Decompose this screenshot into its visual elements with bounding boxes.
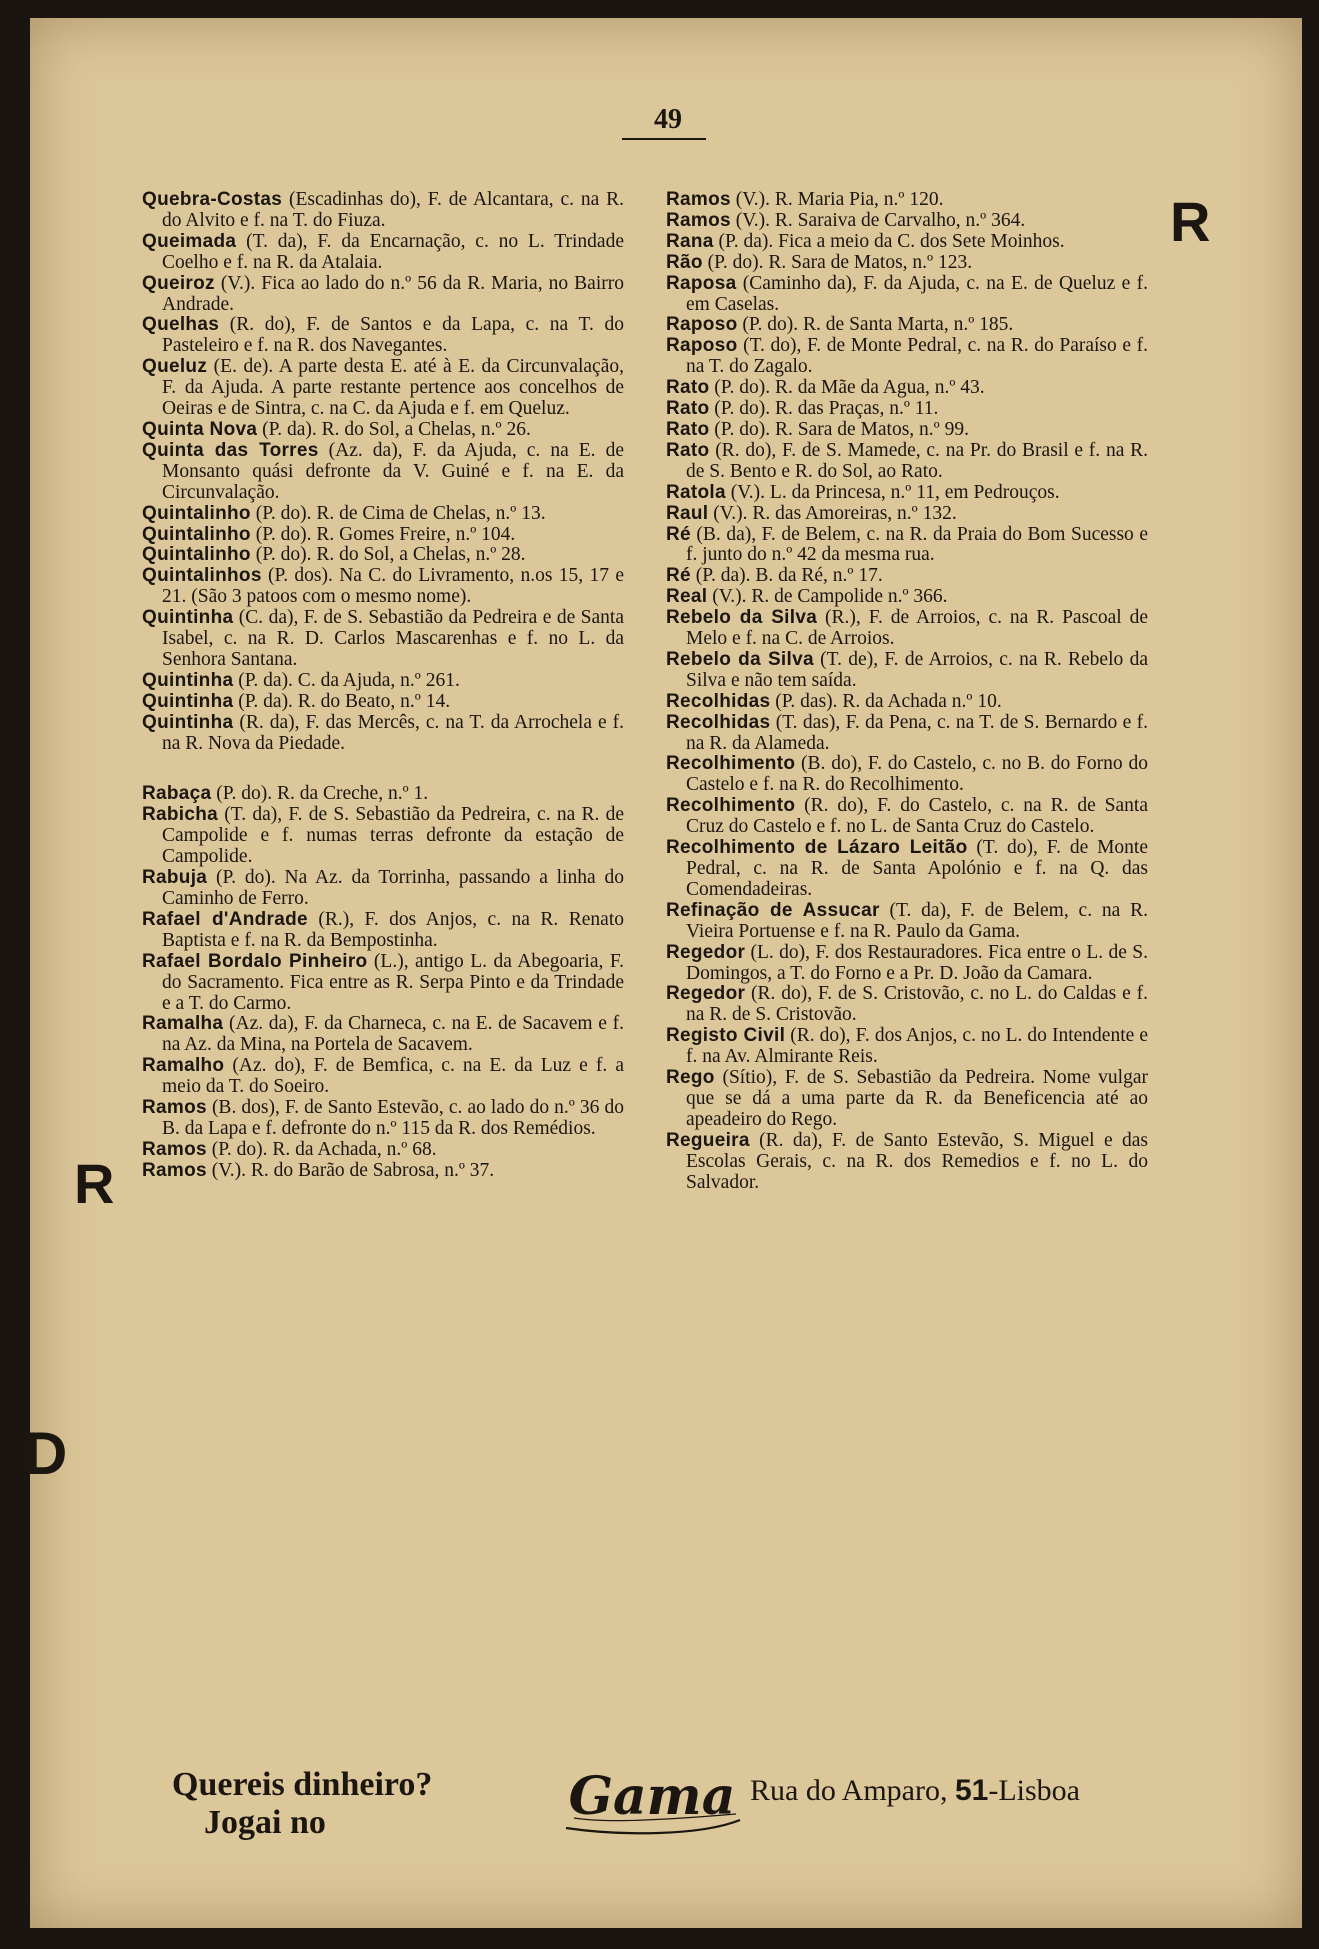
street-description: (B. do), F. do Castelo, c. no B. do Forno do Castelo e f. na R. do Recolhimento. (686, 753, 1148, 796)
street-description: (V.). L. da Princesa, n.º 11, em Pedrouços. (725, 481, 1060, 503)
street-entry (666, 399, 1148, 420)
street-description: (E. de). A parte desta E. até à E. da Circunvalação, F. da Ajuda. A parte restante pertence aos concelhos de Oeiras e de Sintra, c. na C. da Ajuda e f. em Queluz. (162, 356, 624, 420)
street-entry (142, 190, 624, 232)
street-entry (142, 1014, 624, 1056)
street-entry (666, 650, 1148, 692)
street-description: (R.), F. dos Anjos, c. na R. Renato Baptista e f. na R. da Bempostinha. (162, 908, 624, 951)
street-name: Quintinha (142, 607, 234, 629)
street-description: (P. do). R. Sara de Matos, n.º 99. (709, 418, 969, 440)
street-entry (666, 1068, 1148, 1131)
directory-page (24, 18, 1302, 1928)
street-description: (T. da), F. de S. Sebastião da Pedreira, c. na R. de Campolide e f. numas terras defronte da estação de Campolide. (162, 804, 624, 868)
street-name: Quintalinho (142, 523, 251, 545)
street-name: Recolhidas (666, 690, 771, 712)
street-name: Quintalinhos (142, 565, 262, 587)
street-entry (666, 232, 1148, 253)
advertisement (140, 1758, 1200, 1841)
street-name: Ramos (142, 1097, 207, 1119)
advert-address-prefix: Rua do Amparo, (750, 1774, 955, 1807)
street-name: Quintinha (142, 711, 234, 733)
street-description: (V.). Fica ao lado do n.º 56 da R. Maria, no Bairro Andrade. (162, 272, 624, 315)
street-name: Rafael Bordalo Pinheiro (142, 950, 368, 972)
street-name: Raposo (666, 335, 738, 357)
advert-address-suffix: -Lisboa (988, 1774, 1080, 1807)
street-name: Raposa (666, 272, 737, 294)
street-description: (P. do). R. da Creche, n.º 1. (211, 783, 429, 805)
street-entry (666, 1026, 1148, 1068)
street-description: (Az. do), F. de Bemfica, c. na E. da Luz e f. a meio da T. do Soeiro. (162, 1055, 624, 1098)
street-description: (V.). R. Saraiva de Carvalho, n.º 364. (730, 209, 1026, 231)
street-entry (666, 420, 1148, 441)
street-description: (L.), antigo L. da Abegoaria, F. do Sacramento. Fica entre as R. Serpa Pinto e da Trindade e a T. do Carmo. (162, 950, 624, 1014)
advert-address-number: 51 (954, 1774, 989, 1807)
street-name: Regedor (666, 941, 746, 963)
street-entry (142, 232, 624, 274)
street-description: (R. do), F. dos Anjos, c. no L. do Intendente e f. na Av. Almirante Reis. (686, 1025, 1148, 1068)
street-description: (B. da), F. de Belem, c. na R. da Praia do Bom Sucesso e f. junto do n.º 42 da mesma rua. (686, 523, 1148, 566)
street-entry (142, 420, 624, 441)
street-description: (Az. da), F. da Ajuda, c. na E. de Monsanto quási defronte da V. Guiné e f. na E. da Circunvalação. (162, 439, 624, 503)
advert-line-1: Quereis dinheiro? (172, 1766, 433, 1803)
street-entry (142, 713, 624, 755)
street-description: (P. do). R. de Cima de Chelas, n.º 13. (250, 502, 546, 524)
street-entry (666, 483, 1148, 504)
street-description: (L. do), F. dos Restauradores. Fica entre o L. de S. Domingos, a T. do Forno e a Pr. D. João da Camara. (686, 941, 1148, 984)
street-name: Rabicha (142, 804, 219, 826)
street-description: (P. dos). Na C. do Livramento, n.os 15, 17 e 21. (São 3 patoos com o mesmo nome). (162, 565, 624, 608)
gama-logo (560, 1758, 744, 1838)
street-entry (666, 566, 1148, 587)
street-entry (142, 566, 624, 608)
street-entry (142, 525, 624, 546)
street-description: (R.), F. de Arroios, c. na R. Pascoal de Melo e f. na C. de Arroios. (686, 607, 1148, 650)
street-name: Recolhimento de Lázaro Leitão (666, 837, 968, 859)
street-entry (666, 253, 1148, 274)
street-description: (P. da). Fica a meio da C. dos Sete Moinhos. (713, 230, 1065, 252)
street-name: Ramalho (142, 1055, 225, 1077)
street-entry (666, 336, 1148, 378)
street-name: Recolhimento (666, 753, 796, 775)
street-entry (666, 378, 1148, 399)
street-name: Rato (666, 398, 710, 420)
street-entry (666, 692, 1148, 713)
street-name: Ré (666, 523, 691, 545)
street-entry (142, 1056, 624, 1098)
street-name: Quintinha (142, 690, 234, 712)
street-description: (V.). R. de Campolide n.º 366. (707, 586, 948, 608)
street-name: Quintinha (142, 669, 234, 691)
advert-line-2: Jogai no (204, 1804, 326, 1841)
street-name: Regueira (666, 1129, 750, 1151)
street-description: (R. do), F. de S. Cristovão, c. no L. do Caldas e f. na R. de S. Cristovão. (686, 983, 1148, 1026)
street-description: (T. da), F. de Belem, c. na R. Vieira Portuense e f. na R. Paulo da Gama. (686, 899, 1148, 942)
street-description: (R. do), F. de S. Mamede, c. na Pr. do Brasil e f. na R. de S. Bento e R. do Sol, ao Rato. (686, 439, 1148, 482)
street-entry (666, 315, 1148, 336)
street-entry (142, 608, 624, 671)
street-description: (P. do). R. Sara de Matos, n.º 123. (702, 251, 973, 273)
street-entry (666, 1131, 1148, 1194)
street-name: Rana (666, 230, 714, 252)
street-description: (T. das), F. da Pena, c. na T. de S. Bernardo e f. na R. da Alameda. (686, 711, 1148, 754)
street-description: (R. do), F. de Santos e da Lapa, c. na T. do Pasteleiro e f. na R. dos Navegantes. (162, 314, 624, 357)
street-name: Quinta das Torres (142, 439, 319, 461)
street-entry (666, 525, 1148, 567)
street-name: Real (666, 586, 708, 608)
street-name: Rato (666, 418, 710, 440)
street-name: Rego (666, 1067, 715, 1089)
street-entry (142, 671, 624, 692)
street-entry (666, 441, 1148, 483)
page-number-rule (622, 138, 706, 140)
street-description: (P. do). R. de Santa Marta, n.º 185. (737, 314, 1014, 336)
street-name: Ramos (666, 209, 731, 231)
street-entry (142, 868, 624, 910)
street-description: (V.). R. das Amoreiras, n.º 132. (708, 502, 957, 524)
street-name: Quelhas (142, 314, 220, 336)
street-entry (666, 984, 1148, 1026)
street-description: (P. do). R. da Mãe da Agua, n.º 43. (709, 377, 985, 399)
section-letter-marker-left: R (74, 1152, 115, 1215)
street-name: Rato (666, 439, 710, 461)
street-entry (142, 504, 624, 525)
street-entry (142, 274, 624, 316)
street-entry (142, 692, 624, 713)
street-name: Queimada (142, 230, 237, 252)
street-entry (142, 545, 624, 566)
street-name: Rão (666, 251, 703, 273)
thumb-index-letter: D (24, 1420, 68, 1487)
street-name: Quebra-Costas (142, 189, 283, 210)
street-name: Registo Civil (666, 1025, 786, 1047)
street-name: Quinta Nova (142, 418, 258, 440)
advert-address (750, 1774, 1080, 1808)
street-name: Quintalinho (142, 502, 251, 524)
street-description: (P. da). R. do Beato, n.º 14. (233, 690, 451, 712)
street-entry (666, 587, 1148, 608)
street-description: (T. do), F. de Monte Pedral, c. na R. de Santa Apolónio e f. na Q. das Comendadeiras. (686, 837, 1148, 900)
street-name: Ramos (666, 189, 731, 210)
street-name: Quintalinho (142, 544, 251, 566)
street-description: (Az. da), F. da Charneca, c. na E. de Sacavem e f. na Az. da Mina, na Portela de Sacavem. (162, 1013, 624, 1056)
street-entry (142, 1161, 624, 1182)
street-entry (666, 901, 1148, 943)
street-name: Rabuja (142, 867, 208, 889)
street-entry (142, 952, 624, 1015)
street-name: Queiroz (142, 272, 215, 294)
street-description: (P. do). R. Gomes Freire, n.º 104. (250, 523, 516, 545)
street-entry (142, 784, 624, 805)
page-number: 49 (654, 104, 682, 135)
street-name: Regedor (666, 983, 746, 1005)
street-description: (Sítio), F. de S. Sebastião da Pedreira. Nome vulgar que se dá a uma parte da R. da Beneficencia até ao apeadeiro do Rego. (686, 1067, 1148, 1130)
street-description: (P. da). R. do Sol, a Chelas, n.º 26. (257, 418, 531, 440)
street-entry (142, 357, 624, 420)
street-description: (Caminho da), F. da Ajuda, c. na E. de Queluz e f. em Caselas. (686, 272, 1148, 315)
street-description: (P. do). Na Az. da Torrinha, passando a linha do Caminho de Ferro. (162, 867, 624, 909)
gama-logo-text: Gama (568, 1766, 736, 1827)
street-name: Recolhidas (666, 711, 771, 733)
street-entry (142, 1098, 624, 1140)
street-description: (T. de), F. de Arroios, c. na R. Rebelo da Silva e não tem saída. (686, 648, 1148, 691)
street-name: Rebelo da Silva (666, 607, 818, 629)
street-description: (P. do). R. da Achada, n.º 68. (206, 1138, 437, 1160)
street-entry (666, 504, 1148, 525)
street-description: (P. da). C. da Ajuda, n.º 261. (233, 669, 460, 691)
street-entry (142, 910, 624, 952)
street-name: Ramalha (142, 1013, 224, 1035)
street-description: (P. da). B. da Ré, n.º 17. (690, 565, 883, 587)
street-name: Ratola (666, 481, 726, 503)
street-description: (C. da), F. de S. Sebastião da Pedreira e de Santa Isabel, c. na R. D. Carlos Mascarenhas e f. no L. da Senhora Santana. (162, 607, 624, 670)
street-name: Raposo (666, 314, 738, 336)
street-name: Rebelo da Silva (666, 648, 814, 670)
street-description: (B. dos), F. de Santo Estevão, c. ao lado do n.º 36 do B. da Lapa e f. defronte do n.º 115 da R. dos Remédios. (162, 1097, 624, 1139)
street-description: (Escadinhas do), F. de Alcantara, c. na R. do Alvito e f. na T. do Fiuza. (162, 189, 624, 231)
left-column (142, 190, 624, 1182)
street-entry (666, 211, 1148, 232)
street-entry (666, 754, 1148, 796)
street-entry (666, 796, 1148, 838)
street-entry (666, 943, 1148, 985)
street-entry (666, 274, 1148, 316)
street-description: (T. do), F. de Monte Pedral, c. na R. do Paraíso e f. na T. do Zagalo. (686, 335, 1148, 378)
street-description: (R. da), F. das Mercês, c. na T. da Arrochela e f. na R. Nova da Piedade. (162, 711, 624, 754)
street-name: Refinação de Assucar (666, 899, 880, 921)
street-description: (R. do), F. do Castelo, c. na R. de Santa Cruz do Castelo e f. no L. de Santa Cruz do Castelo. (686, 795, 1148, 838)
street-name: Rafael d'Andrade (142, 908, 308, 930)
street-entry (142, 805, 624, 868)
street-name: Rabaça (142, 783, 212, 805)
section-letter-marker: R (1170, 190, 1211, 253)
street-entry (142, 1140, 624, 1161)
right-column (666, 190, 1148, 1194)
street-entry (666, 608, 1148, 650)
street-name: Raul (666, 502, 709, 524)
street-name: Rato (666, 377, 710, 399)
street-description: (P. do). R. do Sol, a Chelas, n.º 28. (250, 544, 526, 566)
street-description: (P. das). R. da Achada n.º 10. (770, 690, 1002, 712)
street-description: (R. da), F. de Santo Estevão, S. Miguel e das Escolas Gerais, c. na R. dos Remedios e f. no L. do Salvador. (686, 1129, 1148, 1193)
street-entry (666, 190, 1148, 211)
street-name: Ramos (142, 1138, 207, 1160)
street-entry (666, 838, 1148, 901)
street-description: (V.). R. do Barão de Sabrosa, n.º 37. (206, 1159, 495, 1181)
street-name: Recolhimento (666, 795, 796, 817)
street-name: Ré (666, 565, 691, 587)
street-entry (142, 315, 624, 357)
street-name: Queluz (142, 356, 208, 378)
street-entry (142, 441, 624, 504)
street-description: (P. do). R. das Praças, n.º 11. (709, 398, 939, 420)
street-name: Ramos (142, 1159, 207, 1181)
street-entry (666, 713, 1148, 755)
street-description: (V.). R. Maria Pia, n.º 120. (730, 189, 944, 210)
street-description: (T. da), F. da Encarnação, c. no L. Trindade Coelho e f. na R. da Atalaia. (162, 230, 624, 273)
